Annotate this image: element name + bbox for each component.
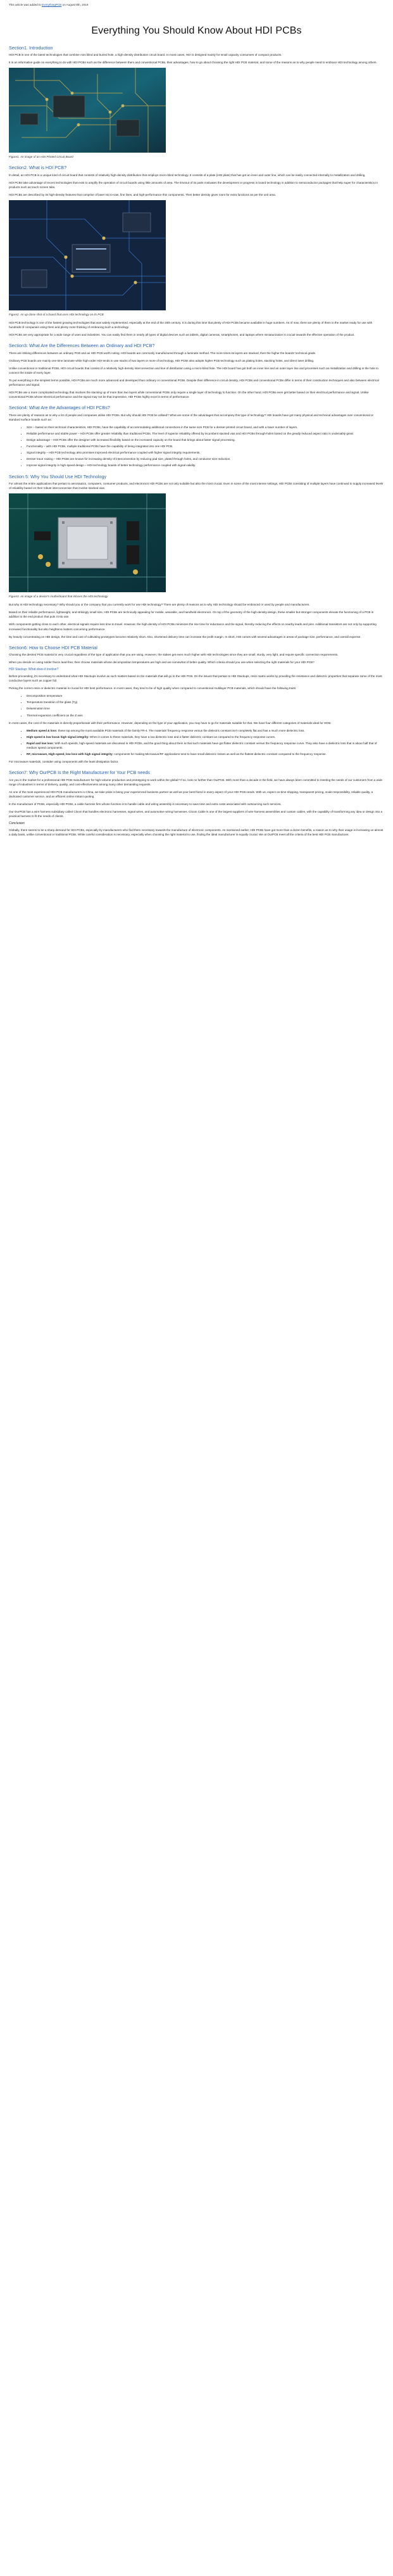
list-item: • Design advantage – HDI PCBs offer the designer with increased flexibility based on the increased capacity on the board that brings about faster signal processing. (27, 438, 384, 442)
list-item-term: RF, microwave, High-speed, low loss with high signal integrity: (27, 752, 114, 756)
article-page (0, 0, 393, 851)
figure-caption: Figure2. An up-close shot of a board that uses HDI technology on its PCB (9, 312, 104, 316)
list-item-text: these top among the most available PCB materials of the family FR-4. The materials' frequency response versus the dielectric constant isn't completely flat and has a much more dielectric loss. (57, 728, 305, 732)
section-heading: Section4: What Are the Advantages of HDI PCBs? (9, 405, 110, 411)
list-item-term: High-speed & low loss& high signal integrity: (27, 735, 89, 739)
list-item: • Reliable performance and stable power – HDI PCBs offer greater reliability than traditional PCBs. The level of superior reliability offered by incumbent stacked vias and HDI PCBs through-holes based on the greatly reduced aspect ratio is undeniably great. (27, 431, 384, 436)
figure-motherboard-image (9, 493, 166, 592)
paragraph: HDI PCB technology is one of the fastest growing technologies that was widely implemented, especially at the end of the 20th century. It is during this time that plenty of HDI PCBs became available in huge numbers. As of now, there are plenty of them in the market ready for use with hundreds of companies using them and plenty more thinking of embracing such a technology. (9, 321, 373, 329)
paragraph: HDI PCBs are very appropriate for a wide range of uses and industries. You can easily find them in nearly all types of digital devices such as tablets, digital cameras, smartphones, and laptops where miniaturization is crucial towards the effective operation of the product. (9, 333, 355, 337)
paragraph: There are plenty of reasons as to why a lot of people and companies utilise HDI PCBs. But why should HDI PCB be utilised? What are some of the advantages that accompany this type of technology? HDI boards have got many physical and technical advantages over conventional or standard surface boards such as: (9, 413, 374, 421)
everythingpcb-link[interactable]: EverythingPCB (42, 3, 62, 6)
list-item (27, 735, 384, 739)
list-item (27, 741, 384, 750)
list-item: • Thermal expansion coefficient on the Z axis (27, 713, 384, 718)
paragraph: HDI PCBs take advantage of recent technologies that exist to amplify the operation of circuit boards using little amounts of area. The timeout of its parts motivates the development or progress in board technology in addition to semiconductor packages that help super for characteristics in products such as touch screen tabs. (9, 181, 378, 189)
list-item: • Functionality – with HDI PCBs, multiple traditional PCBs have the capability of being integrated into one HDI PCB. (27, 444, 384, 448)
list-item-text: With such speeds, high-speed materials are discussed in HDI PCBs, and the good thing about them is that such materials have got flatter dielectric constant versus the frequency response curve. They also have a dielectric loss that is about half that of medium speed components. (27, 741, 377, 750)
list-item: • Size – based on their technical characteristics, HDI PCBs, have the capability of accommodating additional connections in the same size PCB for a denser-printed circuit board, and with a lower number of layers. (27, 425, 384, 429)
paragraph: Based on their reliable performance, lightweight, and strikingly small size, HDI PCBs are technically appealing for mobile, wearable, and handheld electronics. On top of the geometry of the high-density design, these smaller but stronger components elevate the functioning of a PCB in addition to the end product that puts it into use. (9, 611, 374, 619)
notice-text: This article was added to EverythingPCB on August 8th, 2019 (9, 3, 89, 6)
paragraph: As one of the most experienced HDI PCB manufacturers in China, we take pride in being your experienced business partner as well as your best friend in every aspect of your HDI PCB needs. With us, expect on-time shipping, transparent pricing, scale-responsibility, reliable quality, a dedicated customer service, and an efficient online instant quoting. (9, 790, 373, 798)
list-item (27, 728, 384, 733)
article-notice (9, 3, 384, 7)
paragraph: Picking the correct resin or dielectric material is crucial for HDI best performance. In most cases, they tend to be of high quality when compared to conventional multilayer PCB materials, which should have the following traits: (9, 687, 297, 690)
paragraph: In detail, an HDI PCB is a unique kind of circuit board that consists of relatively high-density distribution that employs micro-blind technology. It consists of a plate (HDI plate) that has got an inner and outer line, which can be easily connected internally to metallization and drilling. (9, 173, 366, 177)
paragraph: HDI PCBs use a more complicated technology that involves the stacking up of more than two layers while conventional PCBs only require a single layer of technology to function. On the other hand, HDI PCBs even get better based on their electrical performance and signal. Unlike conventional PCBs whose electrical performance and the signal may not be that impressive, HDI PCBs highly excel in terms of performance. (9, 391, 369, 399)
paragraph: Globally, there seems to be a sharp demand for HDI PCBs, especially by manufacturers who find them necessary towards the manufacture of electronic components. As mentioned earlier, HDI PCBs have got more than a dozen benefits, a reason as to why their usage is increasing on almost a daily basis, unlike conventional or traditional PCBs. While careful consideration is necessary, especially when choosing the right material to use, finding the ideal manufacturer is equally crucial. We at OurPCB meet all the criteria of the best HDI PCB manufacturer. (9, 828, 384, 837)
paragraph: By heavily concentrating on HDI design, the time and cost of cultivating prototypes become relatively short. Also, shortened delivery time can increase the profit margin. In short, HDI comes with several advantages in areas of package size, performance, and overall expense. (9, 635, 361, 638)
advantages-list (9, 425, 384, 468)
list-item: • Improve signal integrity in high-speed design – HDI technology boasts of better technology performance coupled with signal validity. (27, 463, 384, 467)
figure-caption: Figure3. An image of a device's motherboard that infuses the HDI technology (9, 594, 108, 598)
list-item: • Denser trace routing – HDI PCBs are known for increasing density of interconnection by reducing pad size, plated through holes, and conductor size reduction. (27, 457, 384, 461)
figure-board-closeup-image (9, 200, 166, 310)
material-categories-list (9, 728, 384, 757)
section-heading: Section6: How to Choose HDI PCB Material (9, 644, 97, 650)
paragraph: In the manufacture of PCBs, especially HDI PCBs, a cable harness firm whose function is to handle cable and wiring assembly is necessary to save time and extra costs associated with outsourcing such services. (9, 802, 282, 806)
paragraph: HDI PCBs are described by its high-density features that comprise of laser micro-vias, fine lines, and high-performance thin components. Their better density gives room for extra functions as per the unit area. (9, 193, 276, 196)
list-item-term: Medium speed & loss: (27, 728, 58, 732)
list-item: • Signal integrity – HDI PCB technology also promises improved electrical performance coupled with higher signal integrity requirements. (27, 450, 384, 455)
paragraph: Our OurPCB has a wire harness subsidiary called Cloom that handles electronic harnesses, signal wires, and automotive wiring harnesses. Cloom Cable is one of the largest suppliers of wire harness assemblies and custom cables, with the capability of transforming any idea or design into a practical harness to fit the needs of clients. (9, 810, 383, 818)
section-heading: Section2. What is HDI PCB? (9, 165, 67, 171)
figure-hdi-pcb-image (9, 68, 166, 153)
paragraph: Unlike conventional or traditional PCBs, HDI circuit boards that consist of a relatively high-density interconnection and line of distribution using a micro-blind hole. The HDI board has got both an inner line and an outer layer line and processes such as metallization and drilling in the hole to connect the inside of every layer. (9, 366, 378, 374)
subheading: HDI Stackup: What does it involve? (9, 668, 59, 672)
paragraph: To put everything in the simplest terms possible, HDI PCBs are much more advanced and developed than ordinary or conventional PCBs. Despite their difference in circuit density, HDI PCBs and conventional PCBs differ in terms of their construction techniques and also between electrical performance and signal. (9, 379, 379, 387)
list-item-text: components for making Microwave/RF applications tend to have small dielectric losses as well as the flattest dielectric constant compared to the frequency response. (113, 752, 327, 756)
section-heading: Section1. Introduction (9, 44, 53, 51)
page-title: Everything You Should Know About HDI PCBs (91, 25, 302, 37)
list-item (27, 752, 384, 756)
paragraph: For microwave materials, consider using components with the least dissipation factor. (9, 760, 119, 764)
paragraph: Ordinary PCB boards are mainly one-time laminate while high-order HDI tends to use stacks of two layers or more of technology. HDI PCBs also adopts higher PCB technology such as plating holes, stacking holes, and direct laser drilling. (9, 358, 315, 362)
paragraph: Are you in the market for a professional HDI PCB manufacturer for high-volume production and prototyping to work within the global? If so, look no further than OurPCB. With more than a decade in the field, we have always been committed to meeting the needs of our customers from a wide range of industries in terms of delivery, quality, and cost-effectiveness among many other demanding requests. (9, 778, 383, 786)
section-heading: Section3: What Are the Differences Between an Ordinary and HDI PCB? (9, 343, 155, 349)
conclusion-heading: Conclusion (9, 822, 25, 826)
paragraph: HDI PCB is one of the latest technologies that combine mini blind and buried hole, a high-density distribution circuit board. In most cases, HDI is designed mainly for small capacity consumers of compact products. (9, 53, 282, 57)
paragraph: It is an informative guide on everything to do with HDI PCBs such as the difference between them and conventional PCBs, their advantages, how to go about choosing the right HDI PCB material, and some of the reasons as to why people need to embrace HDI technology among others. (9, 61, 377, 65)
paragraph: Before proceeding, it's necessary to understand what HDI Stackups involve as such matters based on the materials that will go to the HDI PCB. On the issues that pertain to HDI Stackups, resin matrix works by providing the resistance and dielectric properties that separate some of the most conductive layers such as copper foil. (9, 674, 382, 682)
section-heading: Section 5: Why You Should Use HDI Technology (9, 473, 107, 479)
paragraph: There are striking differences between an ordinary PCB and an HDI PCB worth noting. HDI boards are commonly manufactured through a laminate method. The more times its layers are stacked, then the higher the boards' technical grade. (9, 351, 316, 355)
material-traits-list (9, 694, 384, 717)
list-item: • Decomposition temperature (27, 694, 384, 698)
list-item: • Delamination time (27, 706, 384, 711)
paragraph: With components getting close to each other, electrical signals require less time to travel. However, the high-density of HDI PCBs minimizes the rise time for inductance and the signal, thereby reducing the effects on nearby leads and pins. Additional transistors are not only by supporting increased functionality but also heightens matters concerning performance. (9, 623, 377, 631)
paragraph: For almost the entire applications that pertain to aeronautics, computers, consumer products, and electronics HDI PCBs are not only suitable but also the most crucial. Even in some of the most intense settings, HDI PCBs consisting of multiple layers have continued to supply increased levels of reliability based on their robust interconnection that involve stacked vias. (9, 481, 384, 490)
paragraph: When you decide on using solder that is lead-free, then choose materials whose decomposition temperatures are high and are somewhat of better quality. Which criteria should you use when selecting the right materials for your HDI PCB? (9, 661, 315, 664)
list-item-term: Rapid and low loss: (27, 741, 54, 745)
list-item: • Temperature transition of the glass (Tg) (27, 700, 384, 704)
figure-caption: Figure1. An image of an HDI Printed Circuit Board (9, 155, 73, 159)
list-item-text: When it comes to these materials, they have a low dielectric loss and a flatter dielectric constant as compared to the frequency response curves. (89, 735, 276, 739)
paragraph: In most cases, the cost of the materials is directly proportionate with their performance. However, depending on the type of your application, you may have to go for materials suitable for that. We have four different categories of materials ideal for HDIs: (9, 721, 332, 725)
section-heading: Section7: Why OurPCB Is the Right Manufacturer for Your PCB needs (9, 770, 150, 776)
paragraph: But why is HDI technology necessary? Why should you or the company that you currently work for use HDI technology? There are plenty of reasons as to why HDI technology should be embraced or used by people and manufacturers. (9, 603, 310, 607)
paragraph: Choosing the desired PCB material is very crucial regardless of the type of application that you are using. However, the stakes get even much higher with HDI technologies since they are small, sturdy, very light, and require specific connection requirements. (9, 652, 339, 656)
